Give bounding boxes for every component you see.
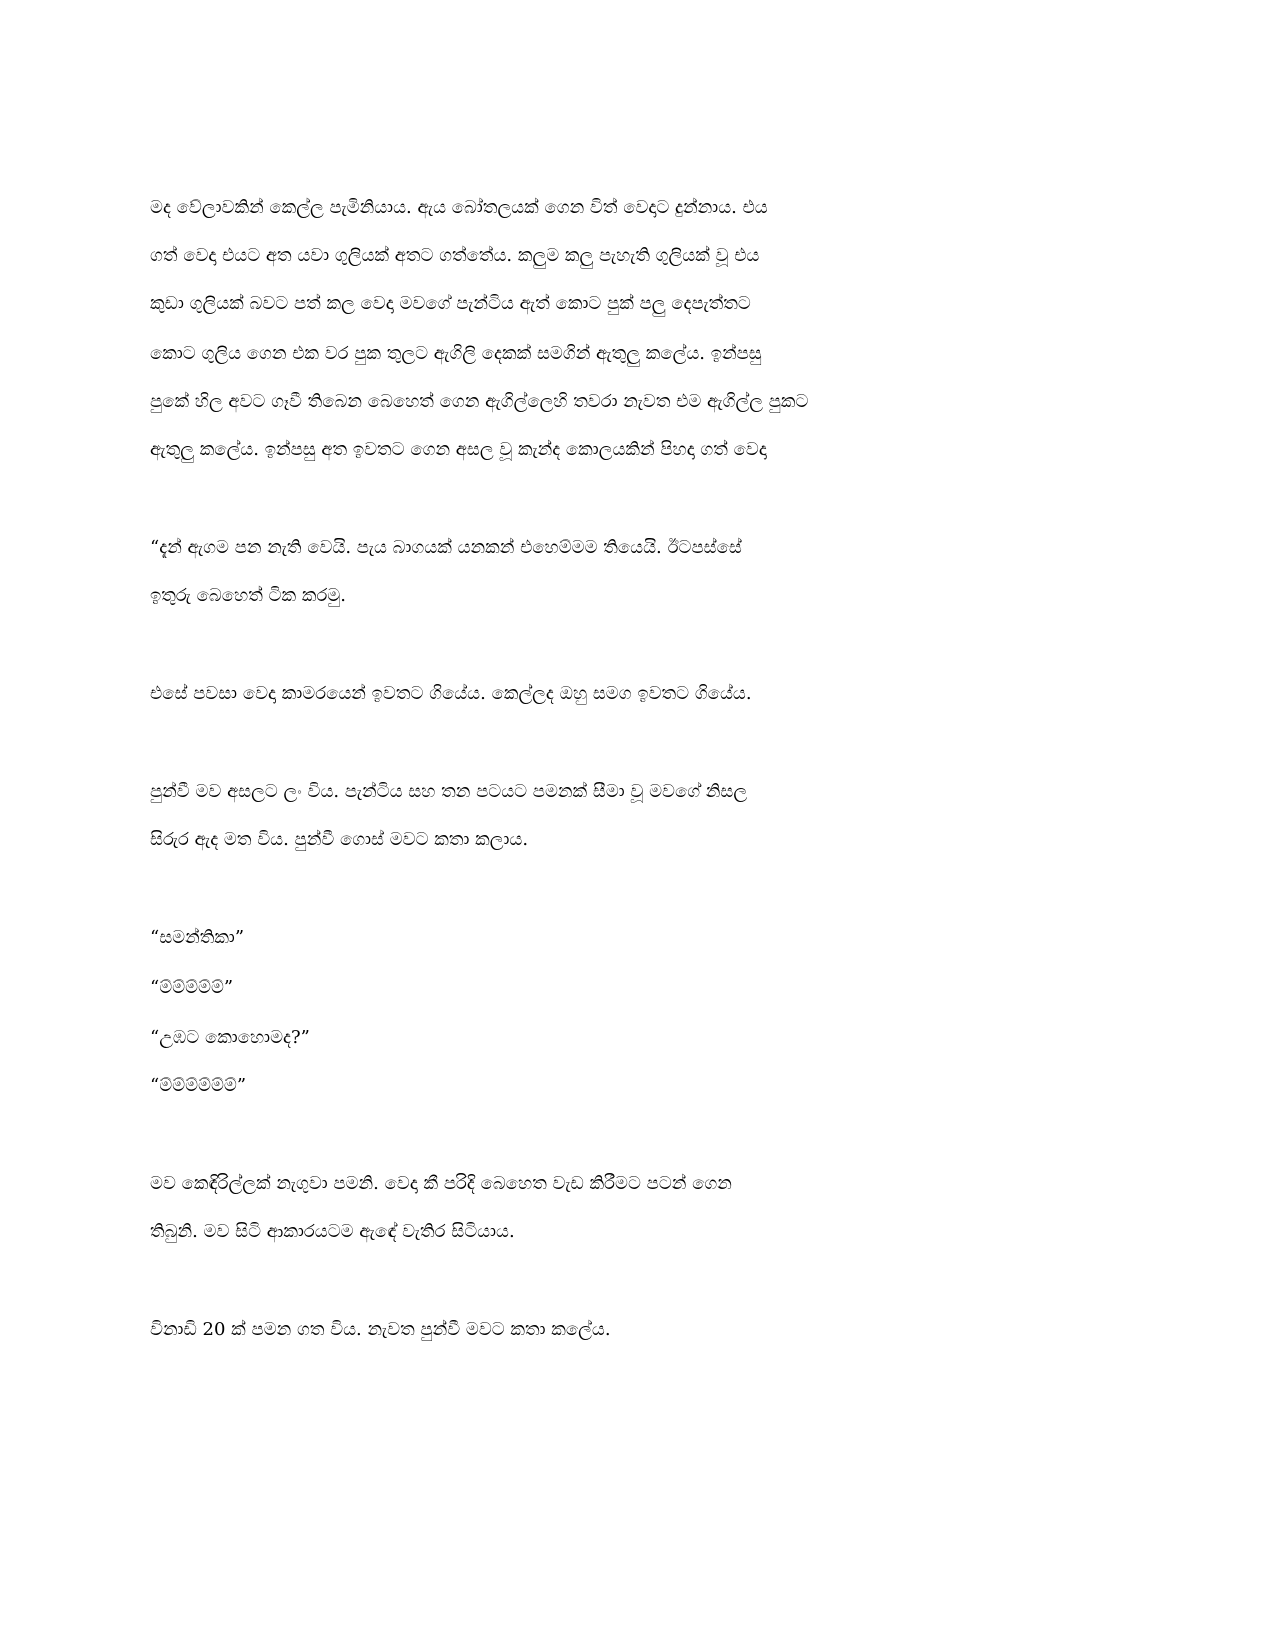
- paragraph-2-line-1: “දැන් ඇගම පන නැති වෙයි. පැය බාගයක් යනකන් එහෙම්මම තියෙයි. ඊටපස්සේ: [150, 537, 742, 558]
- paragraph-1-line-2: ගත් වෙදා එයට අත යවා ගුලියක් අතට ගත්තේය. කලුම කලු පැහැති ගුලියක් වූ එය: [150, 245, 760, 266]
- paragraph-1-line-3: කුඩා ගුලියක් බවට පත් කල වෙදා මවගේ පැන්ටිය ඇත් කොට පුක් පලු දෙපැත්තට: [150, 293, 751, 314]
- dialogue-line-3: “උඹට කොහොමද?”: [150, 1027, 310, 1048]
- paragraph-4-line-2: සිරුර ඇද මත විය. පුන්වී ගොස් මවට කතා කලාය.: [150, 829, 529, 850]
- paragraph-1-line-1: මද වේලාවකින් කෙල්ල පැමිනියාය. ඇය බෝතලයක් ගෙන විත් වෙදාට දුන්නාය. එය: [150, 197, 768, 218]
- dialogue-line-4: “ම්ම්ම්ම්ම්ම්”: [150, 1075, 247, 1096]
- paragraph-3-line-1: එසේ පවසා වෙදා කාමරයෙන් ඉවතට ගියේය. කෙල්ලද ඔහු සමග ඉවතට ගියේය.: [150, 683, 752, 704]
- paragraph-2-line-2: ඉතුරු බෙහෙත් ටික කරමු.: [150, 585, 346, 606]
- paragraph-1-line-6: ඇතුලු කලේය. ඉන්පසු අත ඉවතට ගෙන අසල වූ කැන්ද කොලයකින් පිහදා ගත් වෙදා: [150, 439, 767, 460]
- paragraph-5-line-1: මව කෙඳිරිල්ලක් නැගුවා පමනි. වෙදා කී පරිදි බෙහෙත වැඩ කිරීමට පටන් ගෙන: [150, 1173, 732, 1194]
- dialogue-line-1: “සමන්තිකා”: [150, 927, 245, 948]
- dialogue-line-2: “ම්ම්ම්ම්ම්”: [150, 977, 234, 998]
- paragraph-5-line-2: තිබුනි. මව සිටි ආකාරයටම ඇඳේ වැතිර සිටියාය.: [150, 1221, 515, 1242]
- paragraph-1-line-4: කොට ගුලිය ගෙන එක වර පුක තුලට ඇගිලි දෙකක් සමගින් ඇතුලු කලේය. ඉන්පසු: [150, 343, 762, 364]
- paragraph-4-line-1: පුන්වී මව අසලට ලං විය. පැන්ටිය සහ තන පටයට පමනක් සීමා වූ මවගේ නිසල: [150, 781, 748, 802]
- paragraph-6-line-1: විනාඩි 20 ක් පමන ගත විය. නැවත පුන්වී මවට කතා කලේය.: [150, 1319, 611, 1340]
- paragraph-1-line-5: පුකේ හිල අවට ගෑවී තිබෙන බෙහෙත් ගෙන ඇගිල්ලෙහි තවරා නැවත එම ඇගිල්ල පුකට: [150, 391, 809, 412]
